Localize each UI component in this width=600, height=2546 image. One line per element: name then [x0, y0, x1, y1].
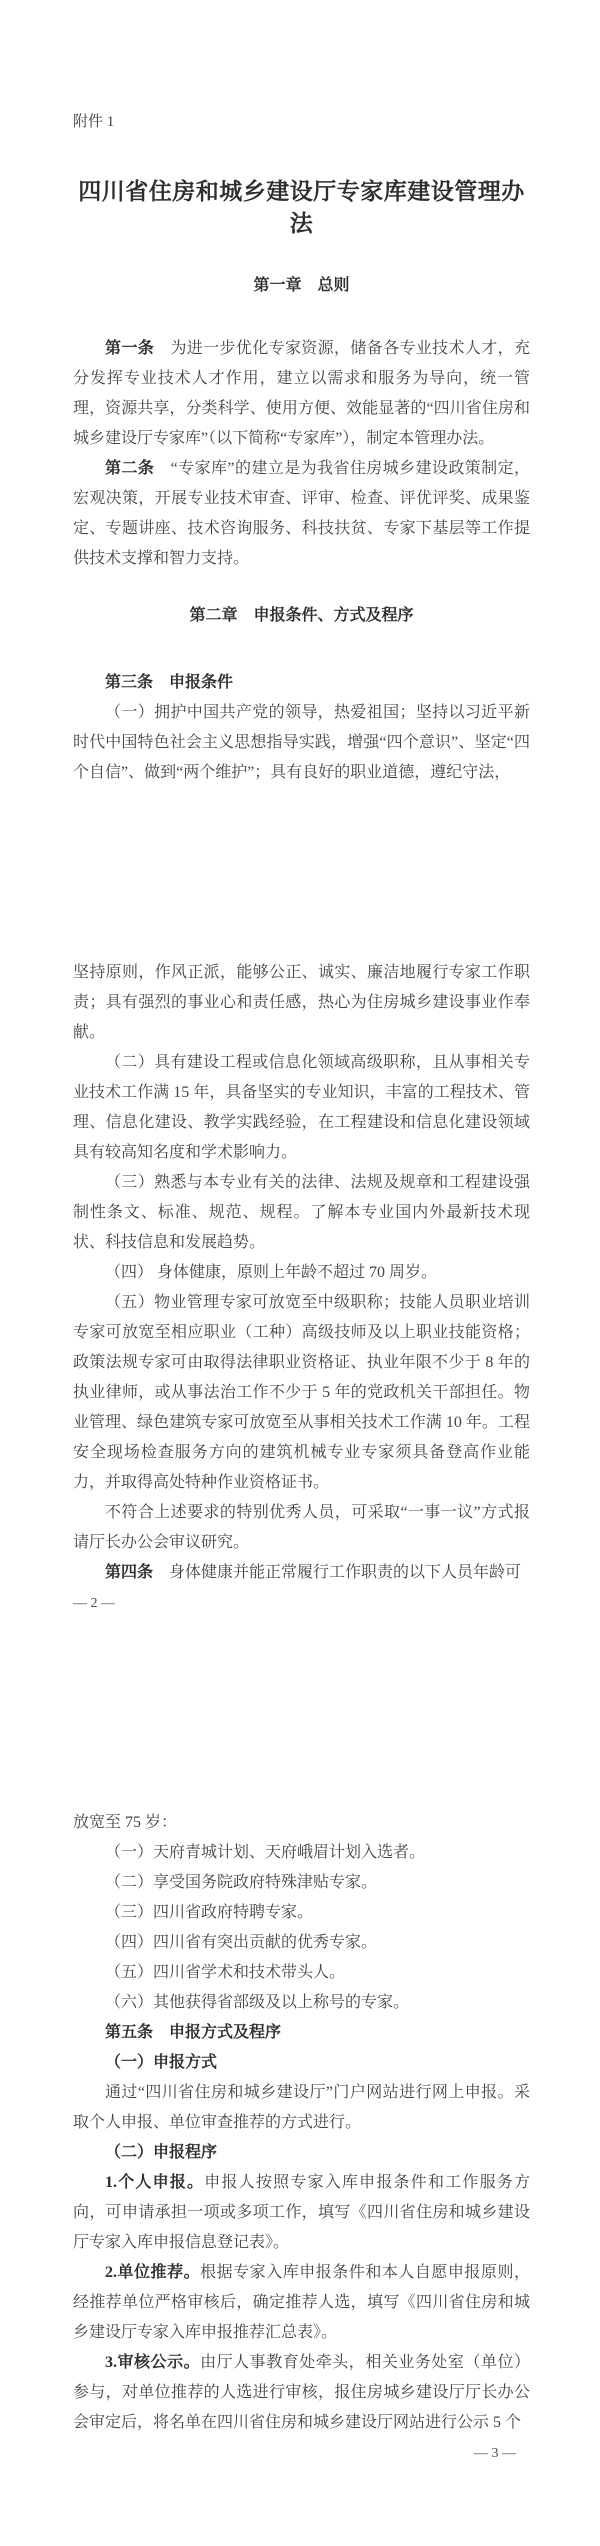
list-item: （五）四川省学术和技术带头人。 — [105, 1964, 346, 1981]
article-5-heading: 第五条 申报方式及程序 — [105, 2024, 282, 2041]
step-3-label: 3.审核公示。 — [105, 2354, 201, 2371]
article-2-paragraph — [73, 454, 530, 574]
list-item: （六）其他获得省部级及以上称号的专家。 — [105, 1994, 410, 2011]
step-2-text: 根据专家入库申报条件和本人自愿申报原则，经推荐单位严格审核后，确定推荐人选，填写《四川省住房和城乡建设厅专家入库申报推荐汇总表》。 — [73, 2264, 530, 2341]
list-item: （二）享受国务院政府特殊津贴专家。 — [105, 1874, 378, 1891]
list-item: （三）四川省政府特聘专家。 — [105, 1904, 314, 1921]
sub-heading-1: （一）申报方式 — [105, 2054, 218, 2071]
attachment-label: 附件 1 — [73, 114, 115, 130]
clause-2-paragraph: （二）具有建设工程或信息化领域高级职称，且从事相关专业技术工作满 15 年，具备坚实的专业知识，丰富的工程技术、管理、信息化建设、教学实践经验，在工程建设和信息化建设领域具有较高知名度和学术影响力。 — [73, 1054, 530, 1161]
clause-1-continued-paragraph: 坚持原则，作风正派，能够公正、诚实、廉洁地履行专家工作职责；具有强烈的事业心和责任感，热心为住房城乡建设事业作奉献。 — [73, 964, 530, 1041]
step-1-label: 1.个人申报。 — [105, 2174, 205, 2191]
document-title: 四川省住房和城乡建设厅专家库建设管理办法 — [78, 179, 525, 236]
step-1-paragraph — [73, 2168, 530, 2258]
clause-4-paragraph: （四） 身体健康，原则上年龄不超过 70 周岁。 — [105, 1264, 438, 1281]
step-2-paragraph — [73, 2258, 530, 2348]
article-4-paragraph — [73, 1558, 530, 1588]
document-page-1 — [0, 0, 600, 788]
article-3-heading: 第三条 申报条件 — [105, 674, 234, 691]
document-page-3 — [0, 1808, 600, 2464]
list-item: （一）天府青城计划、天府峨眉计划入选者。 — [105, 1844, 426, 1861]
step-2-label: 2.单位推荐。 — [105, 2264, 201, 2281]
article-1-text: 为进一步优化专家资源，储备各专业技术人才，充分发挥专业技术人才作用，建立以需求和服务为导向，统一管理，资源共享，分类科学、使用方便、效能显著的“四川省住房和城乡建设厅专家库”（以下简称“专家库”），制定本管理办法。 — [73, 340, 530, 447]
step-3-paragraph — [73, 2348, 530, 2438]
article-1-paragraph — [73, 334, 530, 454]
article-2-number: 第二条 — [105, 460, 171, 477]
article-4-continued-paragraph: 放宽至 75 岁： — [73, 1814, 178, 1831]
document-page-2 — [0, 958, 600, 1614]
sub-heading-2: （二）申报程序 — [105, 2144, 218, 2161]
chapter-1-heading: 第一章 总则 — [253, 277, 350, 294]
step-3-text: 由厅人事教育处牵头，相关业务处室（单位）参与，对单位推荐的人选进行审核，报住房城乡建设厅厅长办公会审定后，将名单在四川省住房和城乡建设厅网站进行公示 5 个 — [73, 2354, 530, 2431]
article-4-number: 第四条 — [105, 1564, 170, 1581]
page-number-3: — 3 — — [474, 2446, 516, 2461]
chapter-2-heading: 第二章 申报条件、方式及程序 — [189, 607, 414, 624]
clause-1-paragraph: （一）拥护中国共产党的领导，热爱祖国；坚持以习近平新时代中国特色社会主义思想指导实践，增强“四个意识”、坚定“四个自信”、做到“两个维护”；具有良好的职业道德，遵纪守法， — [73, 704, 530, 781]
article-2-text: “专家库”的建立是为我省住房城乡建设政策制定，宏观决策，开展专业技术审查、评审、检查、评优评奖、成果鉴定、专题讲座、技术咨询服务、科技扶贫、专家下基层等工作提供技术支撑和智力支持。 — [73, 460, 530, 567]
step-1-text: 申报人按照专家入库申报条件和工作服务方向，可申请承担一项或多项工作，填写《四川省住房和城乡建设厅专家入库申报信息登记表》。 — [73, 2174, 530, 2251]
clause-5-paragraph: （五）物业管理专家可放宽至中级职称；技能人员职业培训专家可放宽至相应职业（工种）高级技师及以上职业技能资格；政策法规专家可由取得法律职业资格证、执业年限不少于 8 年的执业律师，或从事法治工作不少于 5 年的党政机关干部担任。物业管理、绿色建筑专家可放宽至从事相关技术工作满 10 年。工程安全现场检查服务方向的建筑机械专业专家须具备登高作业能力，并取得高处特种作业资格证书。 — [73, 1294, 530, 1491]
article-4-text: 身体健康并能正常履行工作职责的以下人员年龄可 — [169, 1564, 522, 1581]
list-item: （四）四川省有突出贡献的优秀专家。 — [105, 1934, 378, 1951]
page-number-2: — 2 — — [73, 1596, 115, 1611]
special-note-paragraph: 不符合上述要求的特别优秀人员，可采取“一事一议”方式报请厅长办公会审议研究。 — [73, 1504, 530, 1551]
article-1-number: 第一条 — [105, 340, 171, 357]
clause-3-paragraph: （三）熟悉与本专业有关的法律、法规及规章和工程建设强制性条文、标准、规范、规程。了解本专业国内外最新技术现状、科技信息和发展趋势。 — [73, 1174, 530, 1251]
sub-1-paragraph: 通过“四川省住房和城乡建设厅”门户网站进行网上申报。采取个人申报、单位审查推荐的方式进行。 — [73, 2084, 530, 2131]
